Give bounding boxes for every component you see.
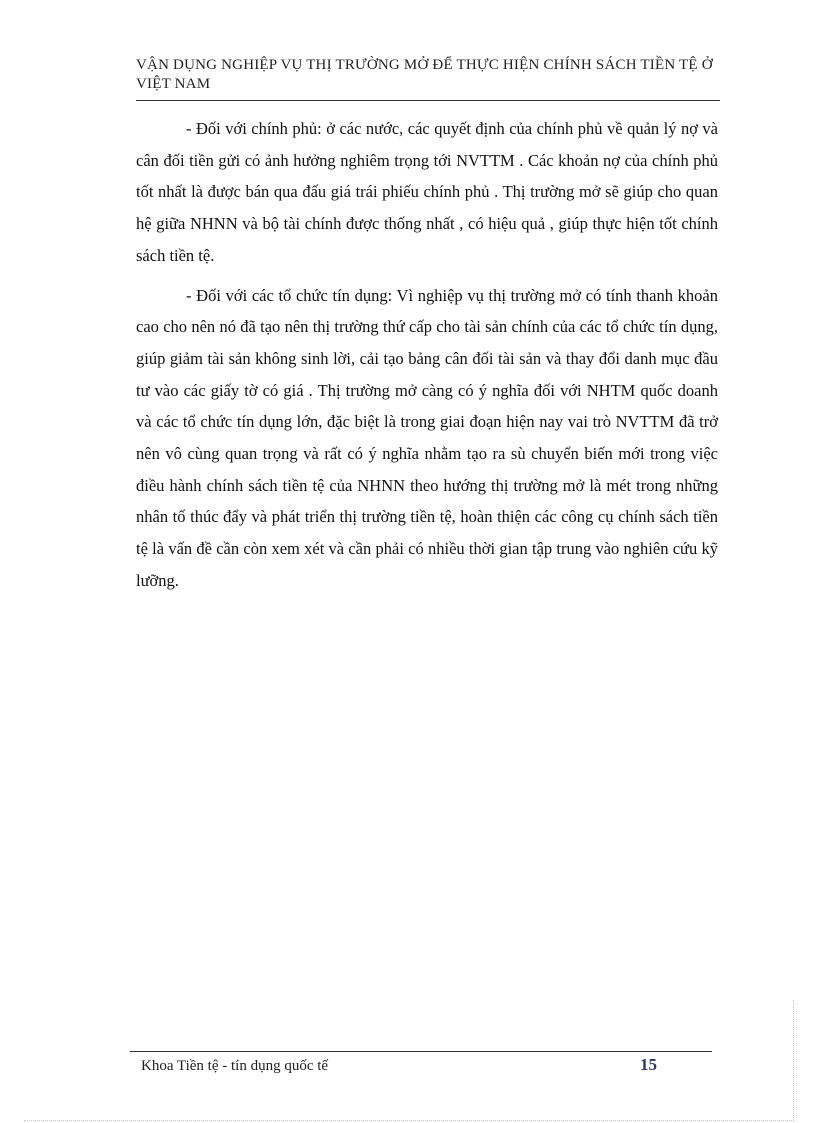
page-border-bottom — [24, 1120, 794, 1121]
footer-divider — [130, 1051, 712, 1052]
running-header: VẬN DỤNG NGHIỆP VỤ THỊ TRƯỜNG MỞ ĐỂ THỰC HIỆN CHÍNH SÁCH TIỀN TỆ Ở VIỆT NAM — [136, 57, 713, 92]
paragraph-credit-institutions: - Đối với các tổ chức tín dụng: Vì nghiệp vụ thị trường mở có tính thanh khoản cao cho nên nó đã tạo nên thị trường thứ cấp cho tài sản chính của các tổ chức tín dụng, giúp giảm tài sản không sinh lời, cải tạo bảng cân đối tài sản và thay đổi danh mục đầu tư vào các giấy tờ có giá . Thị trường mở càng có ý nghĩa đối với NHTM quốc doanh và các tổ chức tín dụng lớn, đặc biệt là trong giai đoạn hiện nay vai trò NVTTM đã trở nên vô cùng quan trọng và rất có ý nghĩa nhằm tạo ra sù chuyển biến mới trong việc điều hành chính sách tiền tệ của NHNN theo hướng thị trường mở là mét trong những nhân tố thúc đẩy và phát triển thị trường tiền tệ, hoàn thiện các công cụ chính sách tiền tệ là vấn đề cần còn xem xét và cần phải có nhiều thời gian tập trung vào nghiên cứu kỹ lưỡng. — [136, 285, 718, 590]
page-number: 15 — [640, 1055, 657, 1074]
paragraph-government: - Đối với chính phủ: ở các nước, các quyết định của chính phủ về quản lý nợ và cân đối tiền gửi có ảnh hưởng nghiêm trọng tới NVTTM . Các khoản nợ của chính phủ tốt nhất là được bán qua đấu giá trái phiếu chính phủ . Thị trường mở sẽ giúp cho quan hệ giữa NHNN và bộ tài chính được thống nhất , có hiệu quả , giúp thực hiện tốt chính sách tiền tệ. — [136, 119, 718, 265]
footer-department: Khoa Tiền tệ - tín dụng quốc tế — [141, 1058, 329, 1074]
header-divider — [136, 100, 720, 101]
page-border-right — [793, 1000, 794, 1120]
body-text — [136, 113, 718, 597]
